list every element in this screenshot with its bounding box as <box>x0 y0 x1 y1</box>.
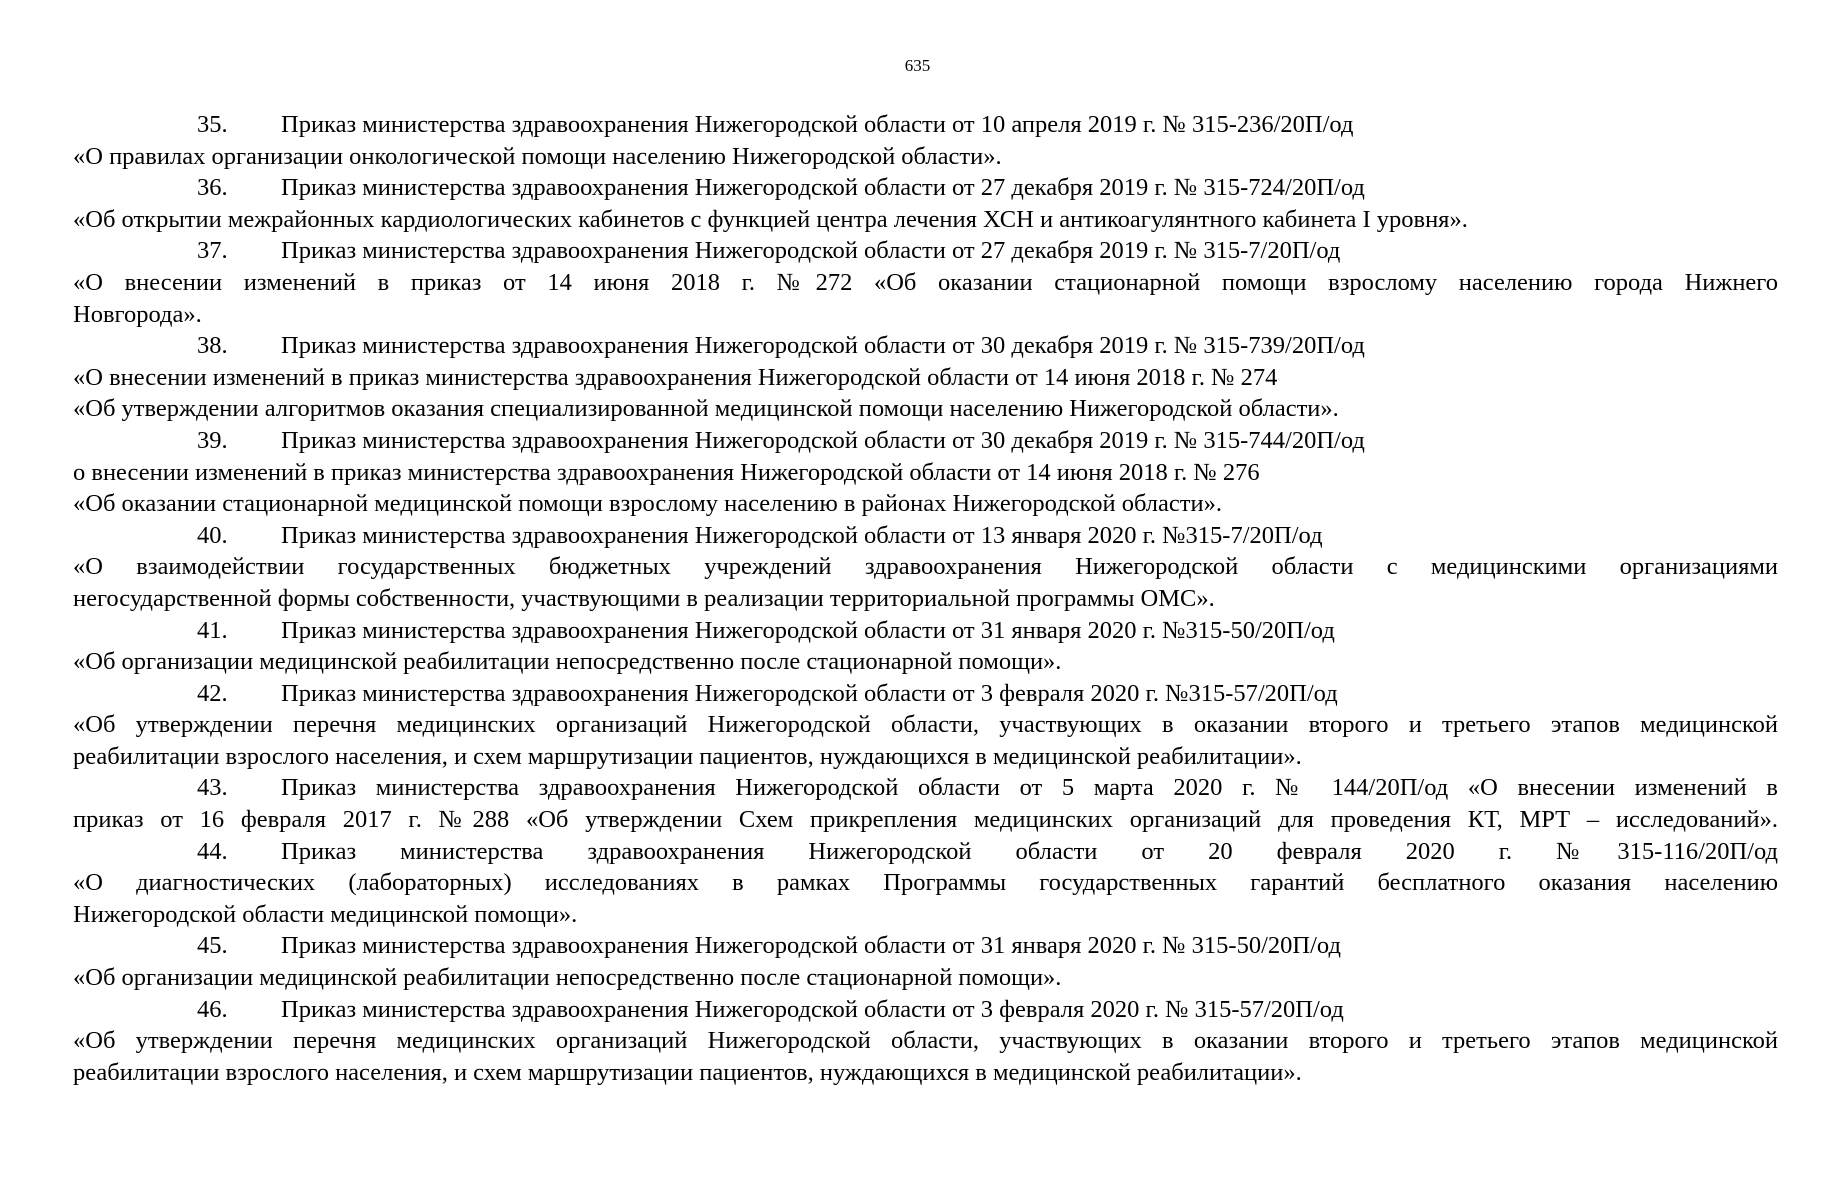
item-text-line: «О внесении изменений в приказ министерства здравоохранения Нижегородской области от 14 июня 2018 г. № 274 <box>73 363 1278 391</box>
item-heading-line <box>73 172 1778 204</box>
item-text-line: «Об утверждении перечня медицинских организаций Нижегородской области, участвующих в оказании второго и третьего этапов медицинской <box>73 1027 1778 1055</box>
list-item <box>73 678 1778 773</box>
item-text-line: «О взаимодействии государственных бюджетных учреждений здравоохранения Нижегородской области с медицинскими организациями <box>73 553 1778 581</box>
item-heading: Приказ министерства здравоохранения Нижегородской области от 3 февраля 2020 г. № 315-57/20П/од <box>281 995 1344 1023</box>
list-item <box>73 520 1778 615</box>
item-heading-line <box>73 678 1778 710</box>
item-text-line: «Об утверждении алгоритмов оказания специализированной медицинской помощи населению Нижегородской области». <box>73 395 1339 423</box>
item-heading-line <box>73 235 1778 267</box>
item-text-line: приказ от 16 февраля 2017 г. №288 «Об утверждении Схем прикрепления медицинских организаций для проведения КТ, МРТ – исследований». <box>73 806 1778 834</box>
list-item <box>73 330 1778 425</box>
item-number: 35. <box>197 111 228 138</box>
item-heading: Приказ министерства здравоохранения Нижегородской области от 30 декабря 2019 г. № 315-744/20П/од <box>281 426 1365 454</box>
item-heading-line <box>73 994 1778 1026</box>
item-heading-line <box>73 772 1778 804</box>
item-heading: Приказ министерства здравоохранения Нижегородской области от 27 декабря 2019 г. № 315-7/20П/од <box>281 237 1341 265</box>
item-heading: Приказ министерства здравоохранения Нижегородской области от 30 декабря 2019 г. № 315-739/20П/од <box>281 332 1365 360</box>
item-heading: Приказ министерства здравоохранения Нижегородской области от 10 апреля 2019 г. № 315-236/20П/од <box>281 111 1354 138</box>
item-number: 40. <box>197 521 228 549</box>
item-heading: Приказ министерства здравоохранения Нижегородской области от 31 января 2020 г. № 315-50/20П/од <box>281 932 1341 960</box>
item-number: 36. <box>197 174 228 202</box>
item-heading-line <box>73 836 1778 868</box>
item-heading-line <box>73 109 1778 141</box>
list-item <box>73 109 1778 172</box>
item-text-line: «О правилах организации онкологической помощи населению Нижегородской области». <box>73 142 1002 170</box>
list-item <box>73 994 1778 1089</box>
page-number: 635 <box>904 56 931 75</box>
item-heading-line <box>73 930 1778 962</box>
item-text-line: негосударственной формы собственности, участвующими в реализации территориальной программы ОМС». <box>73 584 1215 612</box>
item-text-line: «Об организации медицинской реабилитации непосредственно после стационарной помощи». <box>73 964 1062 992</box>
item-heading-line <box>73 425 1778 457</box>
list-item <box>73 930 1778 993</box>
item-text-line: Нижегородской области медицинской помощи». <box>73 900 578 928</box>
item-heading-line <box>73 520 1778 552</box>
item-number: 37. <box>197 237 228 265</box>
item-number: 45. <box>197 932 228 960</box>
item-text-line: реабилитации взрослого населения, и схем маршрутизации пациентов, нуждающихся в медицинской реабилитации». <box>73 1058 1302 1086</box>
item-text-line: реабилитации взрослого населения, и схем маршрутизации пациентов, нуждающихся в медицинской реабилитации». <box>73 742 1302 770</box>
item-number: 46. <box>197 995 228 1023</box>
list-item <box>73 235 1778 330</box>
list-item <box>73 425 1778 520</box>
item-text-line: о внесении изменений в приказ министерства здравоохранения Нижегородской области от 14 июня 2018 г. № 276 <box>73 458 1260 486</box>
list-item <box>73 615 1778 678</box>
list-item <box>73 836 1778 931</box>
list-item <box>73 772 1778 835</box>
item-number: 42. <box>197 679 228 707</box>
item-number: 44. <box>197 837 228 865</box>
item-text-line: «О внесении изменений в приказ от 14 июня 2018 г. №272 «Об оказании стационарной помощи взрослому населению города Нижнего <box>73 268 1778 296</box>
item-heading: Приказ министерства здравоохранения Нижегородской области от 27 декабря 2019 г. № 315-724/20П/од <box>281 174 1365 202</box>
item-heading: Приказ министерства здравоохранения Нижегородской области от 20 февраля 2020 г. №315-116/20П/од <box>281 837 1778 865</box>
item-text-line: «Об открытии межрайонных кардиологических кабинетов с функцией центра лечения ХСН и антикоагулянтного кабинета I уровня». <box>73 205 1468 233</box>
list-item <box>73 172 1778 235</box>
item-number: 43. <box>197 774 228 802</box>
item-text-line: Новгорода». <box>73 300 202 328</box>
item-number: 38. <box>197 332 228 360</box>
item-number: 41. <box>197 616 228 644</box>
item-heading-line <box>73 330 1778 362</box>
item-number: 39. <box>197 426 228 454</box>
document-body <box>73 109 1778 1088</box>
item-heading: Приказ министерства здравоохранения Нижегородской области от 3 февраля 2020 г. №315-57/20П/од <box>281 679 1338 707</box>
item-heading: Приказ министерства здравоохранения Нижегородской области от 5 марта 2020 г. № 144/20П/од «О внесении изменений в <box>281 774 1778 802</box>
item-text-line: «О диагностических (лабораторных) исследованиях в рамках Программы государственных гарантий бесплатного оказания населению <box>73 869 1778 897</box>
item-text-line: «Об утверждении перечня медицинских организаций Нижегородской области, участвующих в оказании второго и третьего этапов медицинской <box>73 711 1778 739</box>
item-text-line: «Об организации медицинской реабилитации непосредственно после стационарной помощи». <box>73 648 1062 676</box>
item-heading: Приказ министерства здравоохранения Нижегородской области от 31 января 2020 г. №315-50/20П/од <box>281 616 1335 644</box>
item-text-line: «Об оказании стационарной медицинской помощи взрослому населению в районах Нижегородской области». <box>73 490 1222 518</box>
item-heading-line <box>73 615 1778 647</box>
item-heading: Приказ министерства здравоохранения Нижегородской области от 13 января 2020 г. №315-7/20П/од <box>281 521 1323 549</box>
